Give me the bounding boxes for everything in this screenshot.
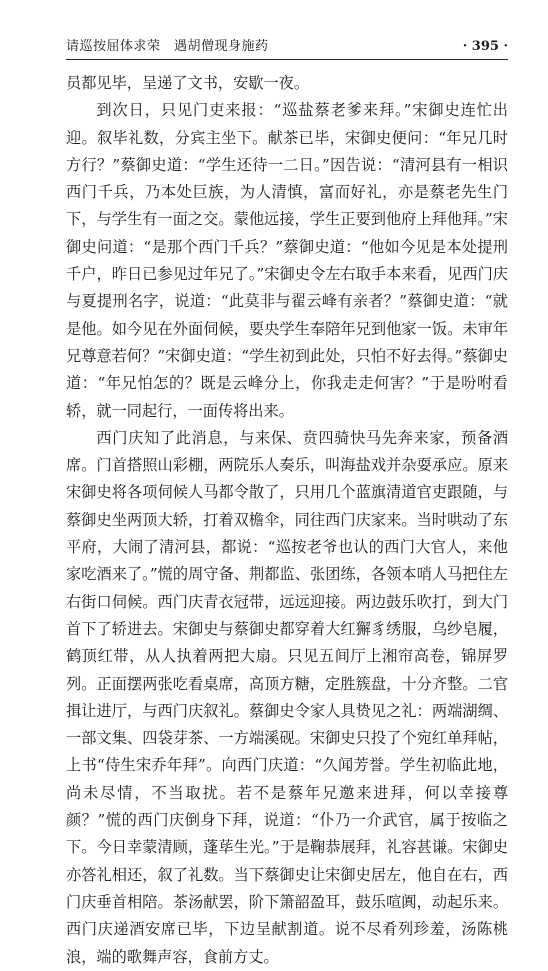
running-header <box>66 36 508 56</box>
running-title: 请巡按屈体求荣 遇胡僧现身施药 <box>66 39 269 54</box>
paragraph-continued: 员都见毕，呈递了文书，安歇一夜。 <box>66 74 309 92</box>
body-text <box>66 70 508 971</box>
header-rule <box>66 59 508 60</box>
paragraph: 西门庆知了此消息，与来保、贲四骑快马先奔来家，预备酒席。门首搭照山彩棚，两院乐人奏乐，叫海盐戏并杂耍承应。原来宋御史将各项伺候人马都令散了，只用几个蓝旗清道官吏跟随，与蔡御史坐两顶大轿，打着双檐伞，同往西门庆家来。当时哄动了东平府，大闹了清河县，都说：“巡按老爷也认的西门大官人，来他家吃酒来了。”慌的周守备、荆都监、张团练，各领本哨人马把住左右街口伺候。西门庆青衣冠带，远远迎接。两边鼓乐吹打，到大门首下了轿进去。宋御史与蔡御史都穿着大红獬豸绣服，乌纱皂履，鹤顶红带，从人执着两把大扇。只见五间厅上湘帘高卷，锦屏罗列。正面摆两张吃看桌席，高顶方糖，定胜簇盘，十分齐整。二官揖让进厅，与西门庆叙礼。蔡御史令家人具贽见之礼：两端湖绸、一部文集、四袋芽茶、一方端溪砚。宋御史只投了个宛红单拜帖，上书“侍生宋乔年拜”。向西门庆道：“久闻芳誉。学生初临此地，尚未尽情，不当取扰。若不是蔡年兄邀来进拜，何以幸接尊颜？”慌的西门庆倒身下拜，说道：“仆乃一介武官，属于按临之下。今日幸蒙清顾，蓬荜生光。”于是鞠恭展拜，礼容甚谦。宋御史亦答礼相还，叙了礼数。当下蔡御史让宋御史居左，他自在右，西门庆垂首相陪。茶汤献罢，阶下箫韶盈耳，鼓乐喧阗，动起乐来。西门庆递酒安席已毕，下边呈献割道。说不尽肴列珍羞，汤陈桃浪，端的歌舞声容，食前方丈。 <box>66 428 508 966</box>
paragraph: 到次日，只见门吏来报：“巡盐蔡老爹来拜。”宋御史连忙出迎。叙毕礼数，分宾主坐下。献茶已毕，宋御史便问：“年兄几时方行？”蔡御史道：“学生还待一二日。”因告说：“清河县有一相识西门千兵，乃本处巨族，为人清慎，富而好礼，亦是蔡老先生门下，与学生有一面之交。蒙他远接，学生正要到他府上拜他拜。”宋御史问道：“是那个西门千兵？”蔡御史道：“他如今见是本处提刑千户，昨日已参见过年兄了。”宋御史令左右取手本来看，见西门庆与夏提刑名字，说道：“此莫非与翟云峰有亲者？”蔡御史道：“就是他。如今见在外面伺候，要央学生奉陪年兄到他家一饭。未审年兄尊意若何？”宋御史道：“学生初到此处，只怕不好去得。”蔡御史道：“年兄怕怎的？既是云峰分上，你我走走何害？”于是吩咐看轿，就一同起行，一面传将出来。 <box>66 101 508 420</box>
page-number: · 395 · <box>462 39 508 54</box>
